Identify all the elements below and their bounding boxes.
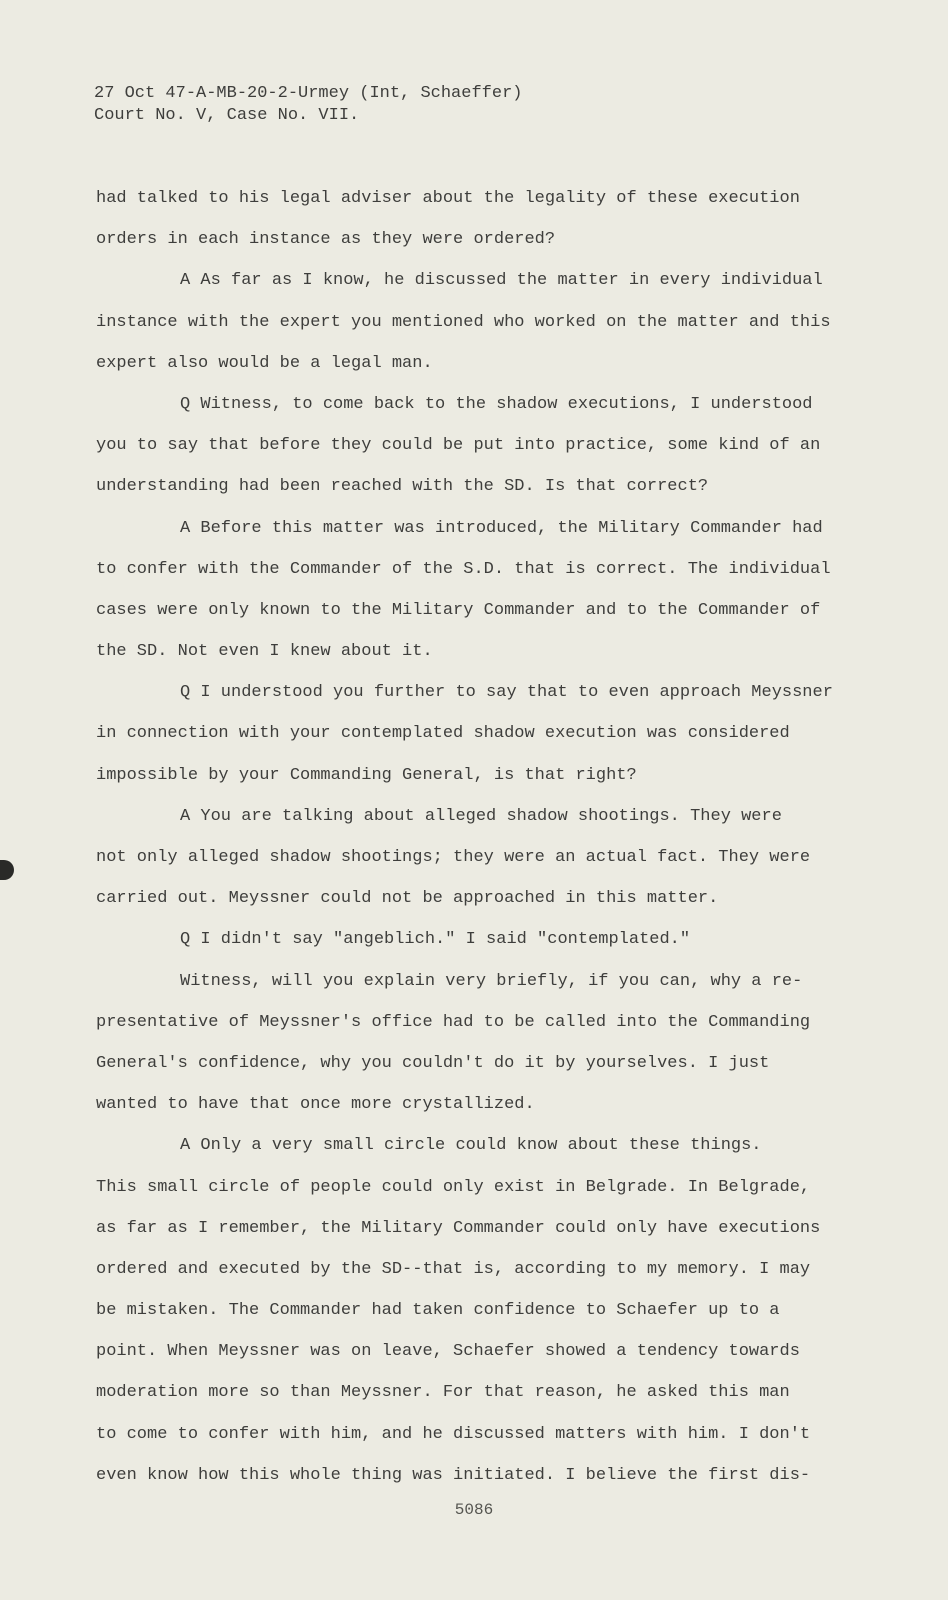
document-header — [94, 83, 522, 127]
transcript-line: cases were only known to the Military Commander and to the Commander of — [96, 600, 821, 620]
transcript-line: not only alleged shadow shootings; they were an actual fact. They were — [96, 848, 811, 867]
transcript-line: orders in each instance as they were ordered? — [96, 230, 556, 250]
transcript-line: be mistaken. The Commander had taken confidence to Schaefer up to a — [96, 1301, 780, 1321]
transcript-line: expert also would be a legal man. — [96, 353, 433, 373]
transcript-line: General's confidence, why you couldn't do it by yourselves. I just — [96, 1053, 770, 1073]
transcript-line: A As far as I know, he discussed the matter in every individual — [180, 271, 823, 291]
transcript-line: ordered and executed by the SD--that is, according to my memory. I may — [96, 1259, 811, 1279]
transcript-line: moderation more so than Meyssner. For that reason, he asked this man — [96, 1383, 790, 1403]
transcript-line: carried out. Meyssner could not be approached in this matter. — [96, 889, 719, 909]
transcript-line: Witness, will you explain very briefly, if you can, why a re- — [180, 971, 803, 991]
transcript-line: to come to confer with him, and he discussed matters with him. I don't — [96, 1424, 811, 1444]
transcript-line: even know how this whole thing was initiated. I believe the first dis- — [96, 1465, 811, 1485]
transcript-line: A Before this matter was introduced, the Military Commander had — [180, 518, 823, 538]
transcript-line: Q Witness, to come back to the shadow executions, I understood — [180, 394, 813, 414]
transcript-line: in connection with your contemplated shadow execution was considered — [96, 724, 790, 744]
transcript-line: Q I understood you further to say that to even approach Meyssner — [180, 683, 833, 703]
transcript-line: instance with the expert you mentioned who worked on the matter and this — [96, 312, 831, 332]
transcript-line: impossible by your Commanding General, is that right? — [96, 765, 637, 785]
transcript-line: wanted to have that once more crystallized. — [96, 1095, 535, 1115]
header-line-1: 27 Oct 47-A-MB-20-2-Urmey (Int, Schaeffer) — [94, 84, 523, 103]
transcript-line: understanding had been reached with the SD. Is that correct? — [96, 477, 709, 497]
page-number: 5086 — [454, 1501, 494, 1519]
transcript-line: This small circle of people could only exist in Belgrade. In Belgrade, — [96, 1177, 811, 1197]
transcript-line: to confer with the Commander of the S.D. that is correct. The individual — [96, 559, 831, 579]
header-line-2: Court No. V, Case No. VII. — [94, 106, 360, 125]
transcript-line: presentative of Meyssner's office had to be called into the Commanding — [96, 1012, 811, 1032]
transcript-line: A You are talking about alleged shadow shootings. They were — [180, 806, 782, 826]
transcript-line: Q I didn't say "angeblich." I said "contemplated." — [180, 930, 691, 950]
transcript-line: A Only a very small circle could know about these things. — [180, 1136, 762, 1156]
transcript-line: as far as I remember, the Military Commander could only have executions — [96, 1218, 821, 1238]
transcript-line: had talked to his legal adviser about the legality of these execution — [96, 189, 800, 208]
binding-hole-mark — [0, 860, 14, 880]
transcript-line: the SD. Not even I knew about it. — [96, 642, 433, 662]
transcript-line: point. When Meyssner was on leave, Schaefer showed a tendency towards — [96, 1342, 800, 1362]
transcript-line: you to say that before they could be put into practice, some kind of an — [96, 436, 821, 456]
transcript-body — [96, 178, 856, 1496]
